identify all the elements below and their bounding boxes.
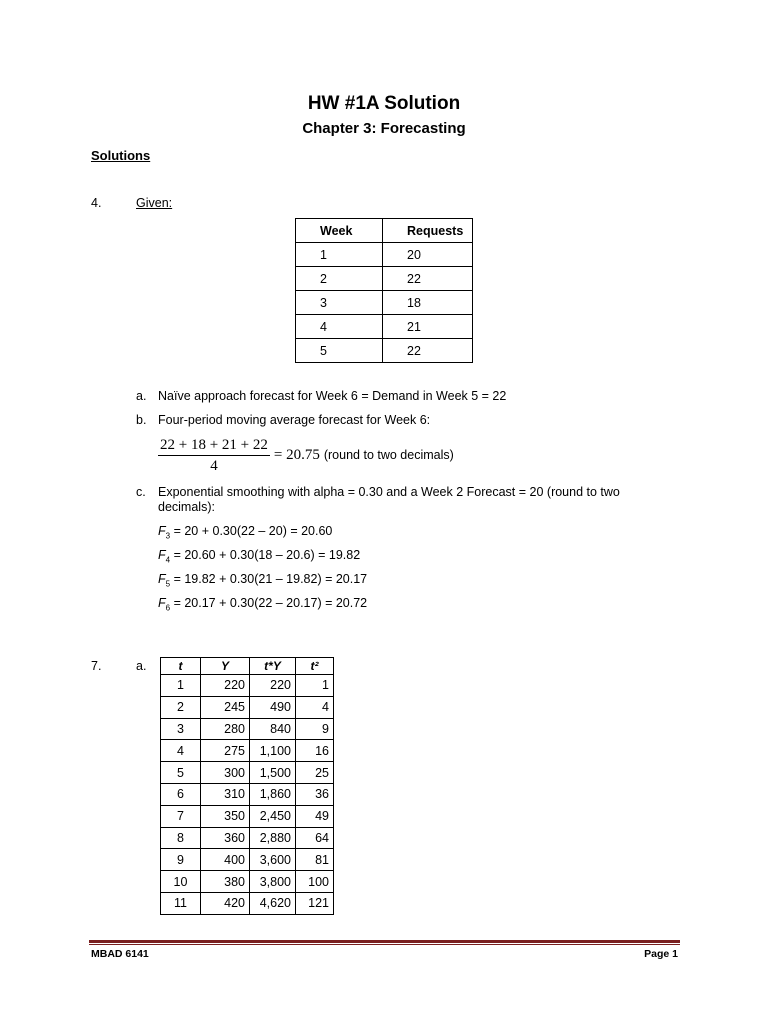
table-row xyxy=(296,339,473,363)
table-row xyxy=(296,291,473,315)
table-row xyxy=(161,849,334,871)
item-b-text: Four-period moving average forecast for Week 6: xyxy=(158,413,431,427)
cell-t: 7 xyxy=(161,805,201,827)
forecast-symbol: F xyxy=(158,572,166,586)
cell-t: 2 xyxy=(161,696,201,718)
forecast-symbol: F xyxy=(158,548,166,562)
forecast-expression: = 20 + 0.30(22 – 20) = 20.60 xyxy=(173,524,333,538)
table-row xyxy=(161,871,334,893)
cell-t-squared: 1 xyxy=(296,675,334,697)
forecast-subscript: 3 xyxy=(165,531,171,541)
table-row xyxy=(296,267,473,291)
problem-7-number: 7. xyxy=(91,659,102,673)
cell-requests: 21 xyxy=(383,315,473,339)
forecast-expression: = 19.82 + 0.30(21 – 19.82) = 20.17 xyxy=(173,572,368,586)
cell-t-squared: 25 xyxy=(296,762,334,784)
cell-t-squared: 100 xyxy=(296,871,334,893)
cell-t-squared: 4 xyxy=(296,696,334,718)
cell-ty: 840 xyxy=(250,718,296,740)
cell-y: 310 xyxy=(201,783,250,805)
cell-y: 420 xyxy=(201,892,250,914)
cell-t-squared: 16 xyxy=(296,740,334,762)
header-requests: Requests xyxy=(383,219,473,243)
table-row xyxy=(161,696,334,718)
cell-ty: 220 xyxy=(250,675,296,697)
cell-y: 280 xyxy=(201,718,250,740)
problem-4-number: 4. xyxy=(91,196,102,210)
cell-t: 6 xyxy=(161,783,201,805)
item-c-label: c. xyxy=(136,485,146,499)
table-row xyxy=(296,243,473,267)
cell-ty: 1,100 xyxy=(250,740,296,762)
formula-result: = 20.75 xyxy=(273,447,320,464)
cell-t: 4 xyxy=(161,740,201,762)
cell-ty: 3,600 xyxy=(250,849,296,871)
header-t: t xyxy=(161,658,201,675)
cell-requests: 20 xyxy=(383,243,473,267)
cell-ty: 4,620 xyxy=(250,892,296,914)
cell-t-squared: 121 xyxy=(296,892,334,914)
forecast-subscript: 5 xyxy=(165,579,171,589)
cell-ty: 2,450 xyxy=(250,805,296,827)
forecast-symbol: F xyxy=(158,524,166,538)
forecast-line xyxy=(158,596,367,613)
footer-course-code: MBAD 6141 xyxy=(91,948,149,960)
forecast-expression: = 20.60 + 0.30(18 – 20.6) = 19.82 xyxy=(173,548,361,562)
cell-ty: 1,500 xyxy=(250,762,296,784)
cell-requests: 18 xyxy=(383,291,473,315)
header-t-squared: t² xyxy=(296,658,334,675)
table-row xyxy=(161,827,334,849)
table-header-row xyxy=(296,219,473,243)
cell-y: 245 xyxy=(201,696,250,718)
cell-t: 11 xyxy=(161,892,201,914)
table-row xyxy=(161,740,334,762)
document-subtitle: Chapter 3: Forecasting xyxy=(302,120,466,137)
cell-t-squared: 81 xyxy=(296,849,334,871)
forecast-line xyxy=(158,572,367,589)
cell-t: 8 xyxy=(161,827,201,849)
item-c-text: Exponential smoothing with alpha = 0.30 and a Week 2 Forecast = 20 (round to two decimals): xyxy=(158,485,620,514)
forecast-line xyxy=(158,524,332,541)
cell-y: 300 xyxy=(201,762,250,784)
fraction-denominator: 4 xyxy=(210,458,218,474)
cell-y: 360 xyxy=(201,827,250,849)
table-row xyxy=(161,762,334,784)
cell-week: 2 xyxy=(296,267,383,291)
problem-7a-label: a. xyxy=(136,659,147,673)
fraction xyxy=(158,436,270,475)
cell-t-squared: 9 xyxy=(296,718,334,740)
cell-t-squared: 64 xyxy=(296,827,334,849)
cell-ty: 1,860 xyxy=(250,783,296,805)
cell-t: 5 xyxy=(161,762,201,784)
header-ty: t*Y xyxy=(250,658,296,675)
table-row xyxy=(161,892,334,914)
cell-y: 400 xyxy=(201,849,250,871)
table-header-row xyxy=(161,658,334,675)
forecast-line xyxy=(158,548,360,565)
item-a-text: Naïve approach forecast for Week 6 = Demand in Week 5 = 22 xyxy=(158,389,507,403)
header-y: Y xyxy=(201,658,250,675)
cell-y: 350 xyxy=(201,805,250,827)
given-table xyxy=(295,218,473,363)
cell-t: 10 xyxy=(161,871,201,893)
footer-page-number: Page 1 xyxy=(644,948,678,960)
forecast-expression: = 20.17 + 0.30(22 – 20.17) = 20.72 xyxy=(173,596,368,610)
moving-average-formula xyxy=(158,436,454,475)
footer-rule-thin xyxy=(89,944,680,945)
cell-requests: 22 xyxy=(383,339,473,363)
cell-t: 9 xyxy=(161,849,201,871)
rounding-note: (round to two decimals) xyxy=(323,448,454,463)
cell-ty: 3,800 xyxy=(250,871,296,893)
section-heading: Solutions xyxy=(91,148,151,163)
cell-week: 3 xyxy=(296,291,383,315)
given-label: Given: xyxy=(136,196,173,210)
footer-rule-thick xyxy=(89,940,680,943)
cell-y: 380 xyxy=(201,871,250,893)
cell-t-squared: 36 xyxy=(296,783,334,805)
cell-week: 1 xyxy=(296,243,383,267)
forecast-subscript: 4 xyxy=(165,555,171,565)
cell-t-squared: 49 xyxy=(296,805,334,827)
cell-ty: 490 xyxy=(250,696,296,718)
table-row xyxy=(296,315,473,339)
fraction-numerator: 22 + 18 + 21 + 22 xyxy=(158,437,270,456)
cell-t: 3 xyxy=(161,718,201,740)
item-b-label: b. xyxy=(136,413,147,427)
cell-ty: 2,880 xyxy=(250,827,296,849)
table-row xyxy=(161,718,334,740)
header-week: Week xyxy=(296,219,383,243)
cell-requests: 22 xyxy=(383,267,473,291)
forecast-symbol: F xyxy=(158,596,166,610)
table-row xyxy=(161,783,334,805)
table-row xyxy=(161,675,334,697)
cell-week: 4 xyxy=(296,315,383,339)
cell-week: 5 xyxy=(296,339,383,363)
cell-y: 275 xyxy=(201,740,250,762)
trend-table xyxy=(160,657,334,915)
table-row xyxy=(161,805,334,827)
cell-t: 1 xyxy=(161,675,201,697)
item-a-label: a. xyxy=(136,389,147,403)
cell-y: 220 xyxy=(201,675,250,697)
document-title: HW #1A Solution xyxy=(307,93,461,114)
forecast-subscript: 6 xyxy=(165,603,171,613)
